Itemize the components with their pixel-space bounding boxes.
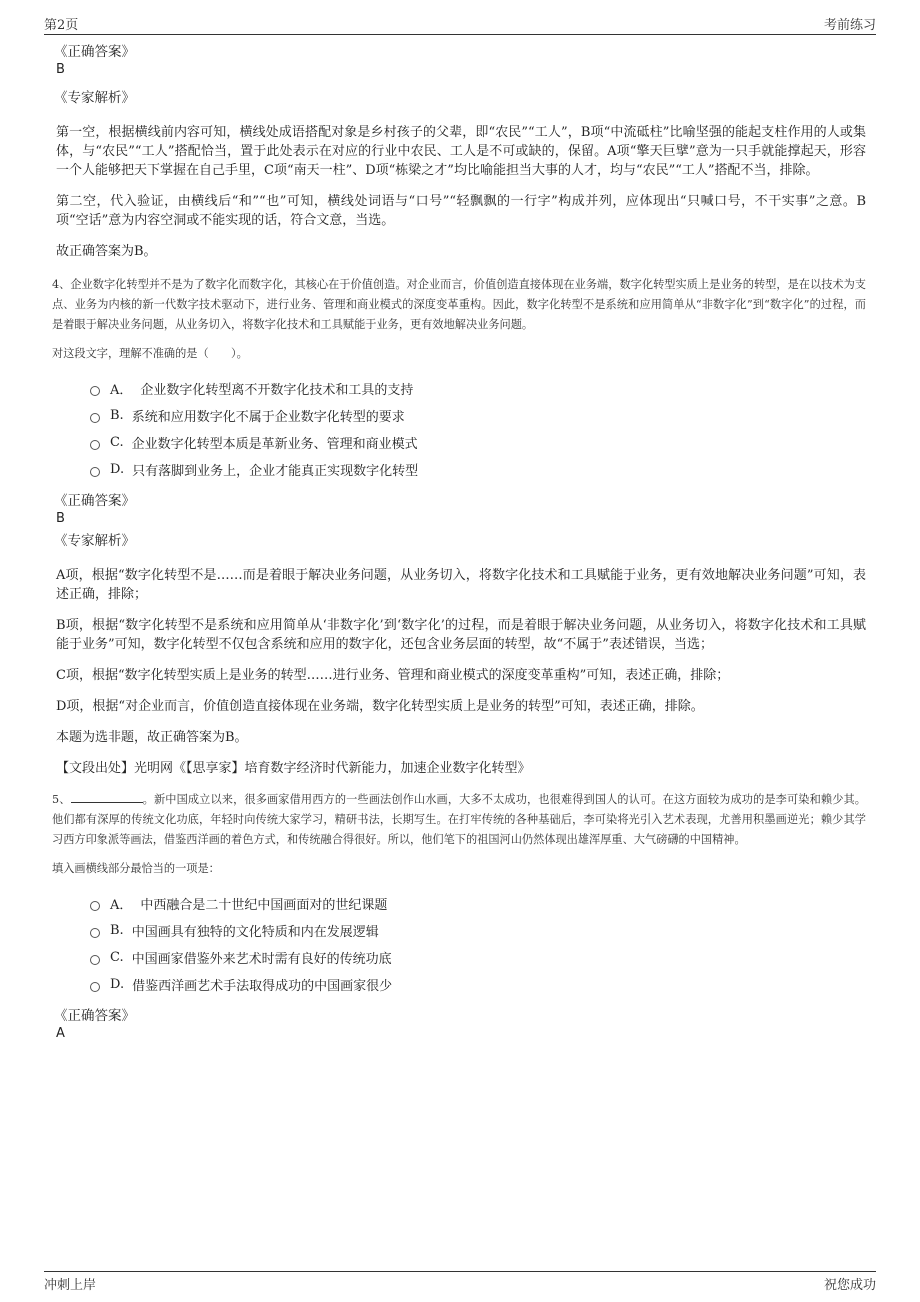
option-letter: D. xyxy=(110,462,125,477)
question-stem xyxy=(52,790,866,850)
question-number: 5、 xyxy=(52,793,71,806)
option-d[interactable] xyxy=(90,456,866,483)
question-stem: 4、企业数字化转型并不是为了数字化而数字化，其核心在于价值创造。对企业而言，价值创造直接体现在业务端，数字化转型实质上是业务的转型，是在以技术为支点、业务为内核的新一代数字技术驱动下，进行业务、管理和商业模式的深度变革重构。因此，数字化转型不是系统和应用简单从“非数字化”到“数字化”的过程，而是着眼于解决业务问题，从业务切入，将数字化技术和工具赋能于业务，更有效地解决业务问题。 xyxy=(52,278,866,331)
option-b[interactable] xyxy=(90,917,866,944)
analysis-paragraph: C项，根据“数字化转型实质上是业务的转型……进行业务、管理和商业模式的深度变革重构”可知，表述正确，排除； xyxy=(56,668,730,683)
option-letter: B. xyxy=(110,408,124,423)
analysis-conclusion: 故正确答案为B。 xyxy=(56,244,157,259)
question-prompt: 对这段文字，理解不准确的是（ ）。 xyxy=(52,347,248,360)
radio-icon[interactable] xyxy=(90,386,100,396)
radio-icon[interactable] xyxy=(90,467,100,477)
option-d[interactable] xyxy=(90,971,866,998)
option-text: 企业数字化转型本质是革新业务、管理和商业模式 xyxy=(131,437,418,452)
option-letter: A． xyxy=(110,898,133,913)
footer-right-text: 祝您成功 xyxy=(823,1278,876,1293)
page-footer xyxy=(44,1271,876,1292)
option-c[interactable] xyxy=(90,944,866,971)
correct-answer-label: 《正确答案》 xyxy=(54,44,135,60)
footer-left-text: 冲刺上岸 xyxy=(44,1278,97,1293)
expert-analysis-label: 《专家解析》 xyxy=(54,533,135,549)
page-header xyxy=(44,14,876,35)
option-b[interactable] xyxy=(90,402,866,429)
analysis-paragraph: B项，根据“数字化转型不是系统和应用简单从‘非数字化’到‘数字化’的过程，而是着眼于解决业务问题，从业务切入，将数字化技术和工具赋能于业务”可知，数字化转型不仅包含系统和应用的数字化，还包含业务层面的转型，故“不属于”表述错误，当选； xyxy=(56,618,866,652)
analysis-paragraph: D项，根据“对企业而言，价值创造直接体现在业务端，数字化转型实质上是业务的转型”可知，表述正确，排除。 xyxy=(56,699,704,714)
option-letter: B. xyxy=(110,923,124,938)
options-list xyxy=(90,375,866,483)
option-text: 借鉴西洋画艺术手法取得成功的中国画家很少 xyxy=(132,979,393,994)
analysis-paragraph: 第一空，根据横线前内容可知，横线处成语搭配对象是乡村孩子的父辈，即“农民”“工人”，B项“中流砥柱”比喻坚强的能起支柱作用的人或集体，与“农民”“工人”搭配恰当，置于此处表示在对应的行业中农民、工人是不可或缺的，保留。A项“擎天巨擘”意为一只手就能撑起天，形容一个人能够把天下掌握在自己手里，C项“南天一柱”、D项“栋梁之才”均比喻能担当大事的人才，均与“农民”“工人”搭配不当，排除。 xyxy=(56,125,866,178)
page-content xyxy=(54,44,866,1042)
radio-icon[interactable] xyxy=(90,901,100,911)
option-text: 企业数字化转型离不开数字化技术和工具的支持 xyxy=(140,383,414,398)
radio-icon[interactable] xyxy=(90,413,100,423)
answer-value: B xyxy=(56,511,65,526)
option-c[interactable] xyxy=(90,429,866,456)
analysis-conclusion: 本题为选非题，故正确答案为B。 xyxy=(56,730,248,745)
option-letter: C. xyxy=(110,435,124,450)
fill-blank xyxy=(71,792,143,803)
header-title: 考前练习 xyxy=(823,18,876,33)
radio-icon[interactable] xyxy=(90,982,100,992)
expert-analysis-label: 《专家解析》 xyxy=(54,90,135,106)
option-text: 只有落脚到业务上，企业才能真正实现数字化转型 xyxy=(132,464,419,479)
option-text: 中国画具有独特的文化特质和内在发展逻辑 xyxy=(131,925,379,940)
option-letter: D. xyxy=(110,977,125,992)
question-text: 。新中国成立以来，很多画家借用西方的一些画法创作山水画，大多不太成功，也很难得到国人的认可。在这方面较为成功的是李可染和赖少其。他们都有深厚的传统文化功底，年轻时向传统大家学习，精研书法，长期写生。在打牢传统的各种基础后，李可染将光引入艺术表现，尤善用积墨画逆光；赖少其学习西方印象派等画法，借鉴西洋画的着色方式，和传统融合得很好。所以，他们笔下的祖国河山仍然体现出雄浑厚重、大气磅礴的中国精神。 xyxy=(52,793,866,846)
analysis-paragraph: 第二空，代入验证，由横线后“和”“也”可知，横线处词语与“口号”“轻飘飘的一行字”构成并列，应体现出“只喊口号，不干实事”之意。B项“空话”意为内容空洞或不能实现的话，符合文意，当选。 xyxy=(56,194,866,228)
page-number: 第2页 xyxy=(44,18,79,33)
option-letter: A． xyxy=(110,383,133,398)
option-a[interactable] xyxy=(90,375,866,402)
radio-icon[interactable] xyxy=(90,440,100,450)
options-list xyxy=(90,890,866,998)
radio-icon[interactable] xyxy=(90,955,100,965)
answer-value: A xyxy=(56,1026,65,1041)
option-letter: C. xyxy=(110,950,124,965)
option-a[interactable] xyxy=(90,890,866,917)
analysis-paragraph: A项，根据“数字化转型不是……而是着眼于解决业务问题，从业务切入，将数字化技术和工具赋能于业务，更有效地解决业务问题”可知，表述正确，排除； xyxy=(56,568,866,602)
correct-answer-label: 《正确答案》 xyxy=(54,1008,135,1024)
radio-icon[interactable] xyxy=(90,928,100,938)
question-prompt: 填入画横线部分最恰当的一项是： xyxy=(52,862,220,875)
source-citation: 【文段出处】光明网《【思享家】培育数字经济时代新能力，加速企业数字化转型》 xyxy=(56,761,531,776)
option-text: 系统和应用数字化不属于企业数字化转型的要求 xyxy=(131,410,405,425)
answer-value: B xyxy=(56,62,65,77)
option-text: 中西融合是二十世纪中国画面对的世纪课题 xyxy=(140,898,388,913)
option-text: 中国画家借鉴外来艺术时需有良好的传统功底 xyxy=(131,952,392,967)
correct-answer-label: 《正确答案》 xyxy=(54,493,135,509)
